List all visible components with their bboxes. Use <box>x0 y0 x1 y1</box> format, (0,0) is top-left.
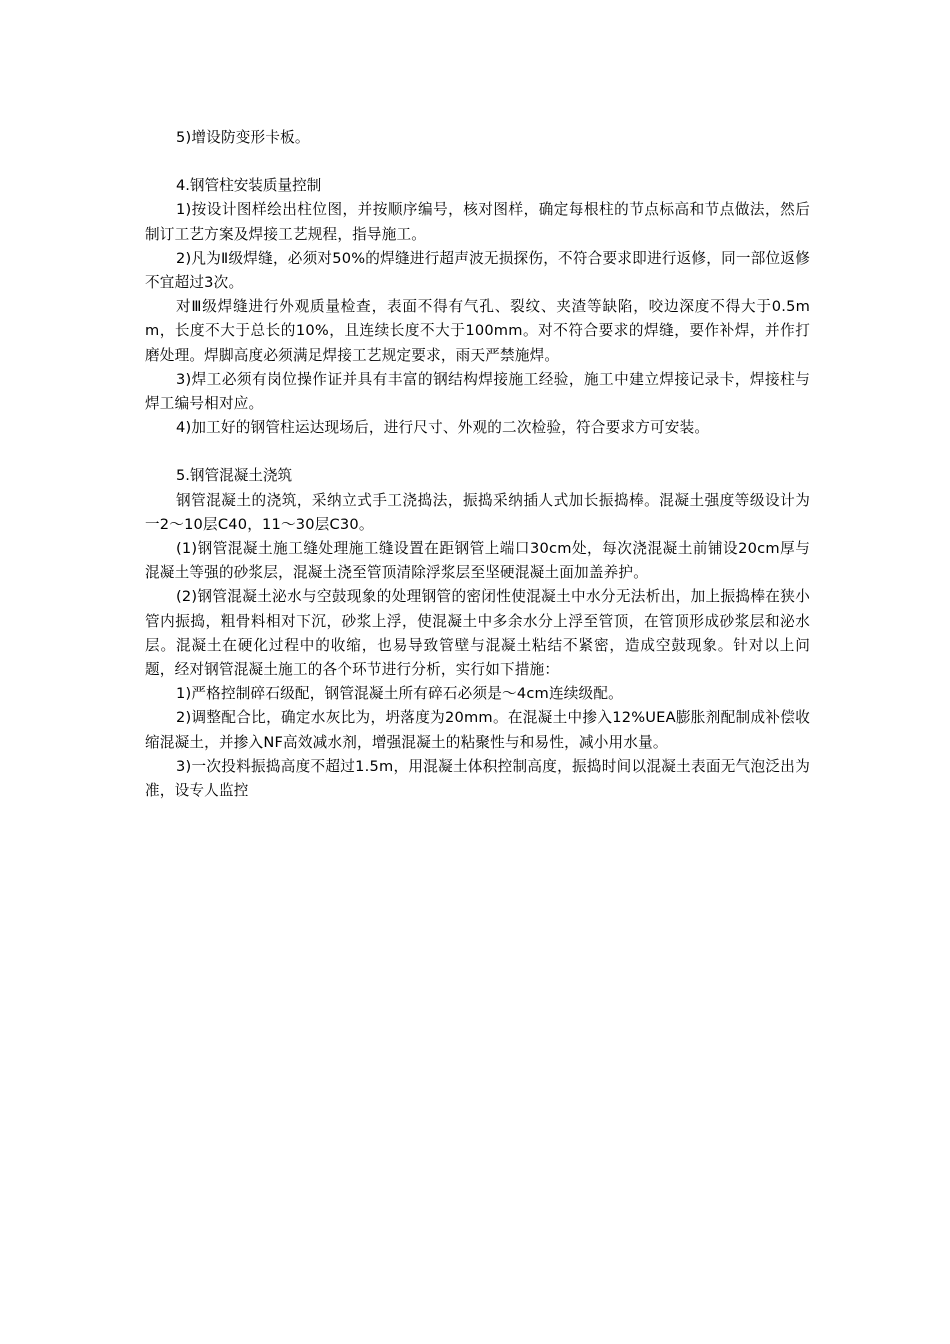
paragraph: 1)按设计图样绘出柱位图，并按顺序编号，核对图样，确定每根柱的节点标高和节点做法，然后制订工艺方案及焊接工艺规程，指导施工。 <box>145 201 810 243</box>
paragraph: 4)加工好的钢管柱运达现场后，进行尺寸、外观的二次检验，符合要求方可安装。 <box>176 419 710 437</box>
paragraph: (1)钢管混凝土施工缝处理施工缝设置在距钢管上端口30cm处，每次浇混凝土前铺设20cm厚与混凝土等强的砂浆层，混凝土浇至管顶清除浮浆层至坚硬混凝土面加盖养护。 <box>145 540 810 582</box>
paragraph: (2)钢管混凝土泌水与空鼓现象的处理钢管的密闭性使混凝土中水分无法析出，加上振捣棒在狭小管内振捣，粗骨料相对下沉，砂浆上浮，使混凝土中多余水分上浮至管顶，在管顶形成砂浆层和泌水层。混凝土在硬化过程中的收缩，也易导致管壁与混凝土粘结不紧密，造成空鼓现象。针对以上问题，经对钢管混凝土施工的各个环节进行分析，实行如下措施： <box>145 588 810 679</box>
paragraph: 2)凡为Ⅱ级焊缝，必须对50%的焊缝进行超声波无损探伤，不符合要求即进行返修，同一部位返修不宜超过3次。 <box>145 249 810 292</box>
paragraph-gap <box>145 150 810 174</box>
paragraph: 1)严格控制碎石级配，钢管混凝土所有碎石必须是～4cm连续级配。 <box>176 685 623 703</box>
section-heading: 5.钢管混凝土浇筑 <box>176 467 293 485</box>
paragraph: 2)调整配合比，确定水灰比为，坍落度为20mm。在混凝土中掺入12%UEA膨胀剂配制成补偿收缩混凝土，并掺入NF高效减水剂，增强混凝土的粘聚性与和易性，减小用水量。 <box>145 709 810 751</box>
paragraph: 对Ⅲ级焊缝进行外观质量检查，表面不得有气孔、裂纹、夹渣等缺陷，咬边深度不得大于0.5mm，长度不大于总长的10%，且连续长度不大于100mm。对不符合要求的焊缝，要作补焊，并作打磨处理。焊脚高度必须满足焊接工艺规定要求，雨天严禁施焊。 <box>145 298 810 364</box>
paragraph: 3)一次投料振捣高度不超过1.5m，用混凝土体积控制高度，振捣时间以混凝土表面无气泡泛出为准，设专人监控 <box>145 757 810 800</box>
paragraph: 钢管混凝土的浇筑，采纳立式手工浇捣法，振捣采纳插人式加长振捣棒。混凝土强度等级设计为一2～10层C40，11～30层C30。 <box>145 491 810 533</box>
paragraph: 3)焊工必须有岗位操作证并具有丰富的钢结构焊接施工经验，施工中建立焊接记录卡，焊接柱与焊工编号相对应。 <box>145 370 810 413</box>
document-body <box>145 126 810 803</box>
section-heading: 4.钢管柱安装质量控制 <box>176 177 322 195</box>
paragraph-gap <box>145 440 810 464</box>
paragraph: 5)增设防变形卡板。 <box>176 129 310 146</box>
